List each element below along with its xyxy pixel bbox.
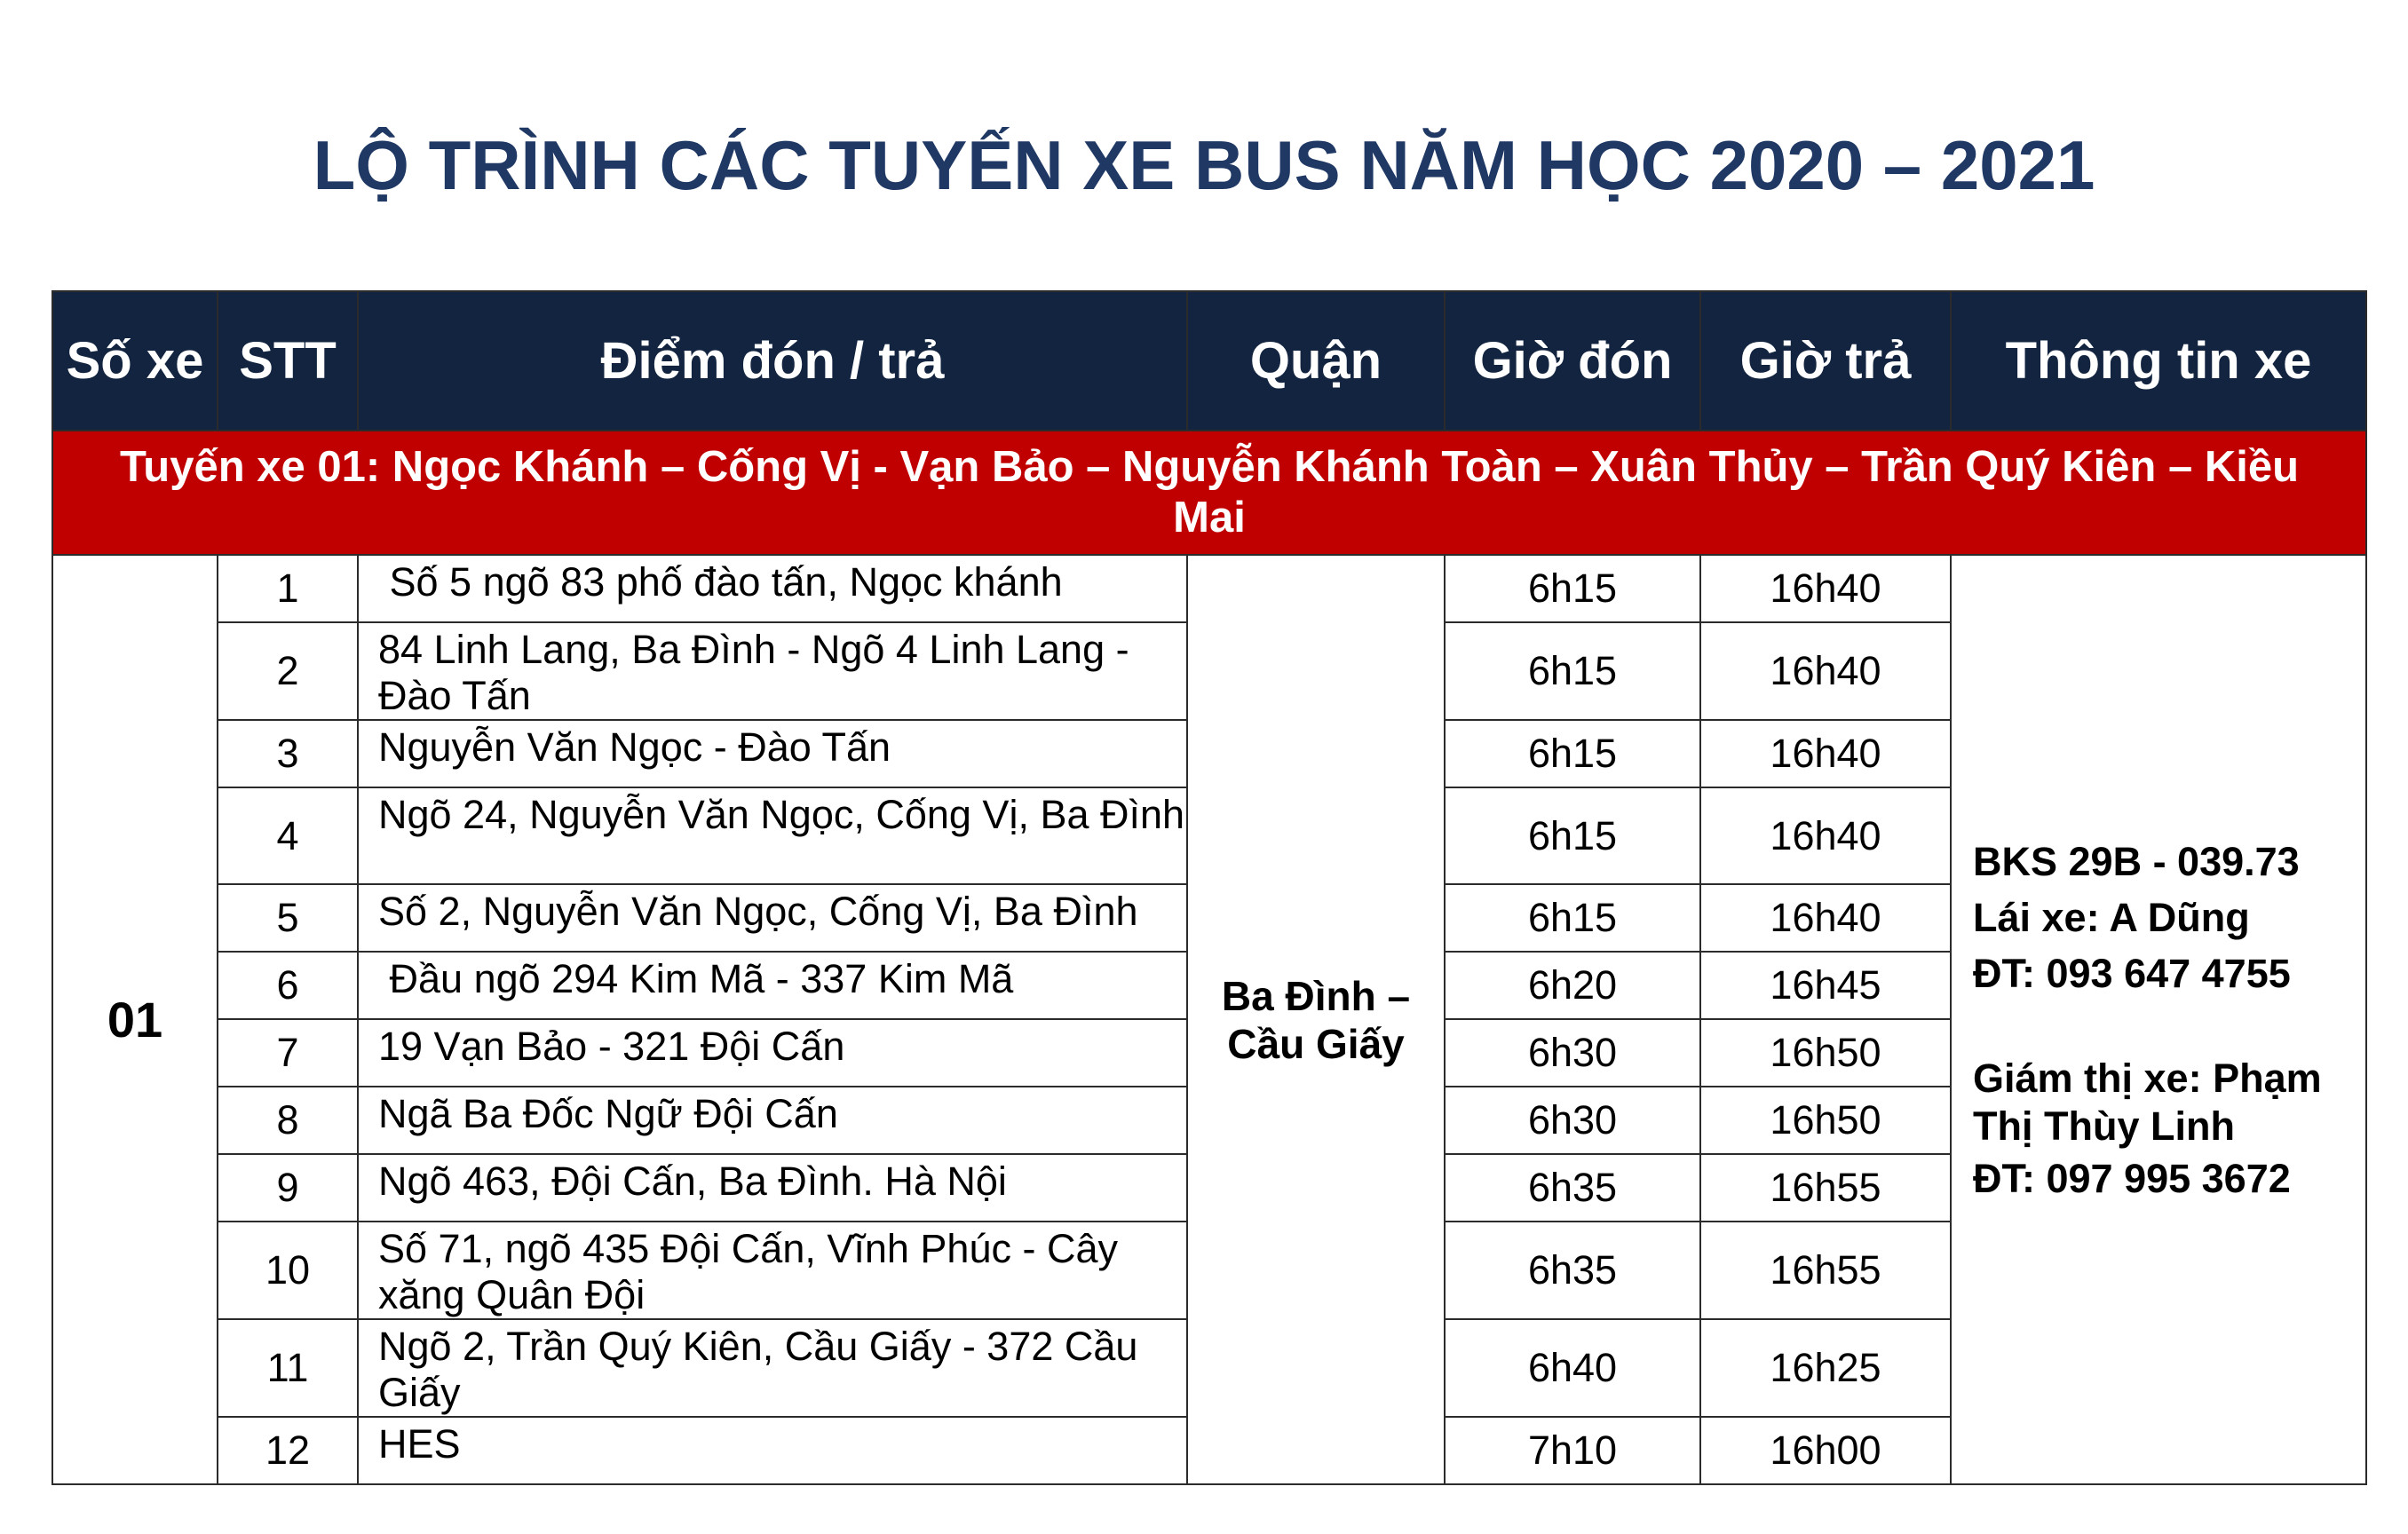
stop-address-cell: Số 2, Nguyễn Văn Ngọc, Cống Vị, Ba Đình (358, 884, 1187, 952)
stop-stt-cell: 1 (218, 555, 358, 622)
dropoff-time-cell: 16h00 (1700, 1417, 1951, 1484)
table-header-row (52, 291, 2366, 431)
stop-address-cell: Đầu ngõ 294 Kim Mã - 337 Kim Mã (358, 952, 1187, 1019)
stop-address-cell: 19 Vạn Bảo - 321 Đội Cấn (358, 1019, 1187, 1087)
dropoff-time-cell: 16h50 (1700, 1087, 1951, 1154)
pickup-time-cell: 6h15 (1445, 884, 1700, 952)
monitor-phone: ĐT: 097 995 3672 (1973, 1155, 2291, 1201)
stop-address-cell: 84 Linh Lang, Ba Đình - Ngõ 4 Linh Lang - Đào Tấn (358, 622, 1187, 720)
dropoff-time-cell: 16h40 (1700, 787, 1951, 884)
dropoff-time-cell: 16h55 (1700, 1222, 1951, 1319)
dropoff-time-cell: 16h25 (1700, 1319, 1951, 1417)
header-pickup-time: Giờ đón (1445, 291, 1700, 431)
stop-stt-cell: 10 (218, 1222, 358, 1319)
stop-address-cell: Ngã Ba Đốc Ngữ Đội Cấn (358, 1087, 1187, 1154)
driver-name: Lái xe: A Dũng (1973, 894, 2250, 940)
bus-plate: BKS 29B - 039.73 (1973, 838, 2300, 884)
pickup-time-cell: 6h15 (1445, 622, 1700, 720)
stop-address-cell: Số 5 ngõ 83 phố đào tấn, Ngọc khánh (358, 555, 1187, 622)
dropoff-time-cell: 16h40 (1700, 884, 1951, 952)
stop-stt-cell: 12 (218, 1417, 358, 1484)
bus-number-cell: 01 (52, 555, 218, 1484)
stop-address-cell: Số 71, ngõ 435 Đội Cấn, Vĩnh Phúc - Cây xăng Quân Đội (358, 1222, 1187, 1319)
route-title-row (52, 431, 2366, 555)
stop-stt-cell: 2 (218, 622, 358, 720)
bus-info-cell (1951, 555, 2366, 1484)
bus-route-table (51, 290, 2367, 1485)
dropoff-time-cell: 16h40 (1700, 720, 1951, 787)
stop-address-cell: Ngõ 24, Nguyễn Văn Ngọc, Cống Vị, Ba Đình (358, 787, 1187, 884)
stop-stt-cell: 4 (218, 787, 358, 884)
header-bus-info: Thông tin xe (1951, 291, 2366, 431)
driver-phone: ĐT: 093 647 4755 (1973, 950, 2291, 996)
stop-address-cell: Ngõ 2, Trần Quý Kiên, Cầu Giấy - 372 Cầu Giấy (358, 1319, 1187, 1417)
table-row (52, 555, 2366, 622)
stop-address-cell: Nguyễn Văn Ngọc - Đào Tấn (358, 720, 1187, 787)
pickup-time-cell: 6h30 (1445, 1087, 1700, 1154)
dropoff-time-cell: 16h50 (1700, 1019, 1951, 1087)
stop-address-cell: HES (358, 1417, 1187, 1484)
pickup-time-cell: 6h35 (1445, 1222, 1700, 1319)
dropoff-time-cell: 16h45 (1700, 952, 1951, 1019)
stop-stt-cell: 5 (218, 884, 358, 952)
pickup-time-cell: 6h30 (1445, 1019, 1700, 1087)
stop-stt-cell: 3 (218, 720, 358, 787)
header-address: Điểm đón / trả (358, 291, 1187, 431)
dropoff-time-cell: 16h40 (1700, 555, 1951, 622)
header-stt: STT (218, 291, 358, 431)
stop-stt-cell: 9 (218, 1154, 358, 1222)
pickup-time-cell: 6h15 (1445, 787, 1700, 884)
dropoff-time-cell: 16h40 (1700, 622, 1951, 720)
header-bus-no: Số xe (52, 291, 218, 431)
pickup-time-cell: 6h35 (1445, 1154, 1700, 1222)
stop-address-cell: Ngõ 463, Đội Cấn, Ba Đình. Hà Nội (358, 1154, 1187, 1222)
pickup-time-cell: 7h10 (1445, 1417, 1700, 1484)
info-spacer (1973, 1001, 2365, 1055)
header-district: Quận (1187, 291, 1445, 431)
stop-stt-cell: 6 (218, 952, 358, 1019)
monitor-name: Giám thị xe: Phạm Thị Thùy Linh (1973, 1055, 2322, 1149)
pickup-time-cell: 6h15 (1445, 720, 1700, 787)
pickup-time-cell: 6h20 (1445, 952, 1700, 1019)
pickup-time-cell: 6h40 (1445, 1319, 1700, 1417)
header-dropoff-time: Giờ trả (1700, 291, 1951, 431)
district-cell: Ba Đình – Cầu Giấy (1187, 555, 1445, 1484)
page-title: LỘ TRÌNH CÁC TUYẾN XE BUS NĂM HỌC 2020 – 2021 (313, 126, 2095, 204)
stop-stt-cell: 7 (218, 1019, 358, 1087)
pickup-time-cell: 6h15 (1445, 555, 1700, 622)
dropoff-time-cell: 16h55 (1700, 1154, 1951, 1222)
route-title: Tuyến xe 01: Ngọc Khánh – Cống Vị - Vạn Bảo – Nguyễn Khánh Toàn – Xuân Thủy – Trần Quý Kiên – Kiều Mai (52, 431, 2366, 555)
stop-stt-cell: 11 (218, 1319, 358, 1417)
stop-stt-cell: 8 (218, 1087, 358, 1154)
